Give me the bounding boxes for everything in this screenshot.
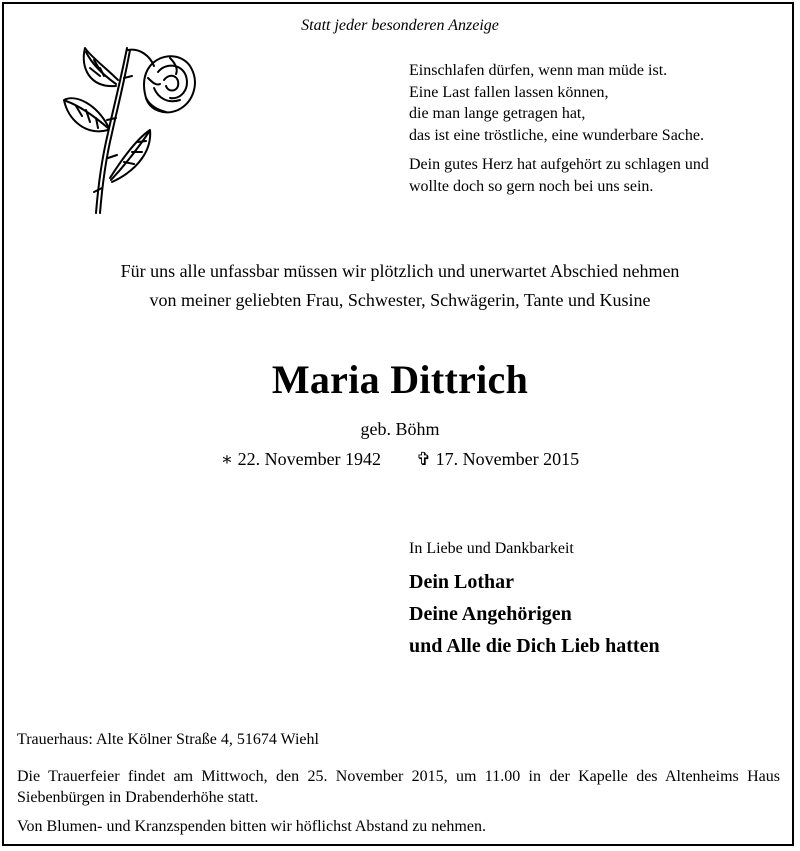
announcement	[0, 257, 800, 315]
death-date: 17. November 2015	[435, 449, 580, 469]
poem-line: Eine Last fallen lassen können,	[409, 83, 609, 101]
rose-icon	[50, 38, 200, 218]
poem-line: die man lange getragen hat,	[409, 105, 586, 122]
announcement-line: Für uns alle unfassbar müssen wir plötzlich und unerwartet Abschied nehmen	[120, 261, 680, 281]
mourner-name: Deine Angehörigen	[409, 603, 572, 625]
birth-name: geb. Böhm	[360, 419, 440, 439]
notice-header: Statt jeder besonderen Anzeige	[301, 17, 499, 34]
poem-line: wollte doch so gern noch bei uns sein.	[409, 177, 654, 195]
announcement-line: von meiner geliebten Frau, Schwester, Schwägerin, Tante und Kusine	[149, 290, 651, 310]
cross-icon: ✞	[416, 449, 432, 469]
poem-line: Dein gutes Herz hat aufgehört zu schlagen und	[409, 156, 709, 173]
mourner-name: und Alle die Dich Lieb hatten	[409, 635, 660, 657]
ceremony-info: Die Trauerfeier findet am Mittwoch, den 25. November 2015, um 11.00 in der Kapelle des Altenheims Haus Siebenbürgen in Drabenderhöhe statt.	[17, 768, 780, 806]
poem-stanza	[409, 154, 709, 197]
poem	[409, 60, 709, 205]
mourners	[409, 540, 660, 662]
birth-date: 22. November 1942	[237, 449, 382, 469]
poem-line: das ist eine tröstliche, eine wunderbare Sache.	[409, 126, 704, 144]
mourner-name: Dein Lothar	[409, 571, 514, 593]
life-dates	[0, 449, 800, 470]
deceased-name: Maria Dittrich	[271, 357, 529, 402]
birth-star-icon: ∗	[220, 449, 234, 469]
trauerhaus-address: Trauerhaus: Alte Kölner Straße 4, 51674 Wiehl	[17, 731, 319, 748]
mourners-intro: In Liebe und Dankbarkeit	[409, 540, 574, 557]
poem-line: Einschlafen dürfen, wenn man müde ist.	[409, 62, 668, 79]
poem-stanza	[409, 60, 709, 146]
flowers-note: Von Blumen- und Kranzspenden bitten wir höflichst Abstand zu nehmen.	[17, 818, 486, 835]
